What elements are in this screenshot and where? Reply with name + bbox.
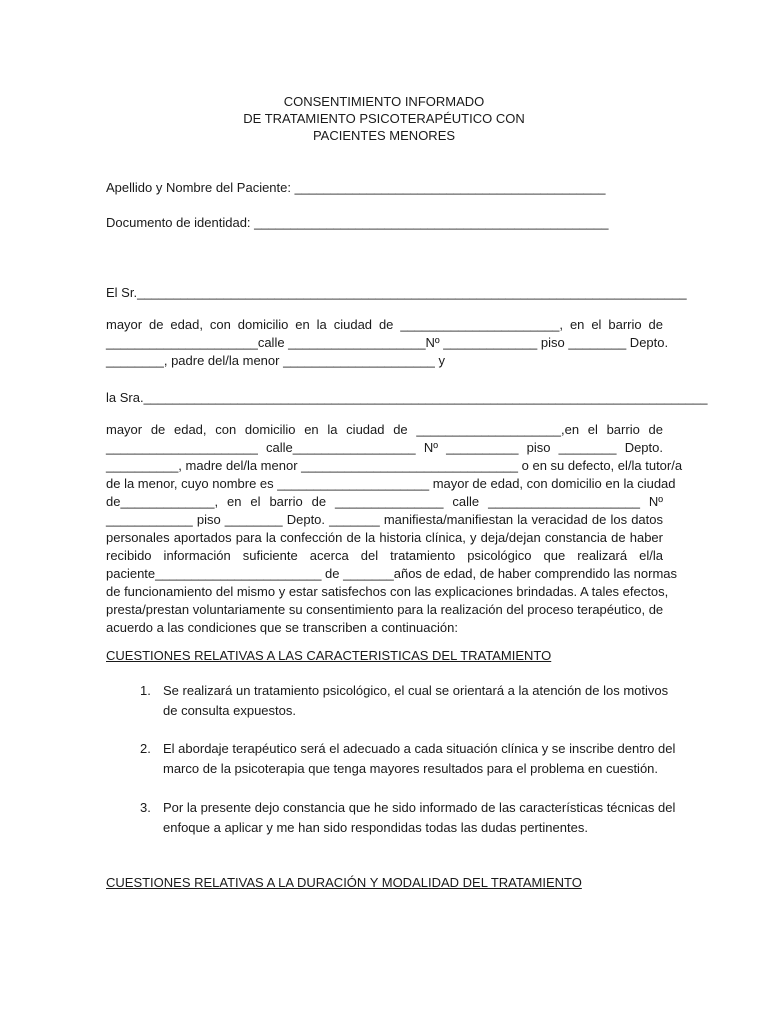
list-item-number: 1. — [140, 683, 151, 698]
mother-line-12: acuerdo a las condiciones que se transcriben a continuación: — [106, 620, 458, 635]
mother-line-10: de funcionamiento del mismo y estar satisfechos con las explicaciones brindadas. A tales efectos, — [106, 584, 669, 599]
section-heading-duration: CUESTIONES RELATIVAS A LA DURACIÓN Y MODALIDAD DEL TRATAMIENTO — [106, 875, 582, 890]
mother-line-1: mayor de edad, con domicilio en la ciudad de ____________________,en el barrio de — [106, 422, 663, 437]
list-item-line: El abordaje terapéutico será el adecuado a cada situación clínica y se inscribe dentro del — [163, 741, 676, 756]
patient-name-field: Apellido y Nombre del Paciente: ___________________________________________ — [106, 180, 606, 195]
document-title — [0, 93, 768, 144]
mother-line-9: paciente_______________________ de _______años de edad, de haber comprendido las normas — [106, 566, 678, 581]
mother-line-8: recibido información suficiente acerca del tratamiento psicológico que realizará el/la — [106, 548, 663, 563]
list-item-number: 3. — [140, 800, 151, 815]
section-heading-characteristics: CUESTIONES RELATIVAS A LAS CARACTERISTICAS DEL TRATAMIENTO — [106, 648, 552, 663]
mother-line-4: de la menor, cuyo nombre es _____________________ mayor de edad, con domicilio en la ciudad — [106, 476, 676, 491]
mother-line-3: __________, madre del/la menor ______________________________ o en su defecto, el/la tutor/a — [106, 458, 683, 473]
list-item-line: Por la presente dejo constancia que he sido informado de las características técnicas del — [163, 800, 676, 815]
mother-line-5: de_____________, en el barrio de _______________ calle _____________________ Nº — [106, 494, 663, 509]
mother-line-11: presta/prestan voluntariamente su consentimiento para la realización del proceso terapéutico, de — [106, 602, 664, 617]
title-line-2: DE TRATAMIENTO PSICOTERAPÉUTICO CON — [243, 111, 525, 126]
list-item-line: Se realizará un tratamiento psicológico, el cual se orientará a la atención de los motivos — [163, 683, 669, 698]
mother-name-line: la Sra.______________________________________________________________________________ — [106, 390, 708, 405]
father-name-line: El Sr.____________________________________________________________________________ — [106, 285, 687, 300]
list-item-line: de consulta expuestos. — [163, 703, 296, 718]
father-line-1: mayor de edad, con domicilio en la ciudad de ______________________, en el barrio de — [106, 317, 663, 332]
list-item-line: enfoque a aplicar y me han sido respondidas todas las dudas pertinentes. — [163, 820, 588, 835]
mother-line-7: personales aportados para la confección de la historia clínica, y deja/dejan constancia de haber — [106, 530, 663, 545]
mother-line-6: ____________ piso ________ Depto. _______ manifiesta/manifiestan la veracidad de los datos — [106, 512, 663, 527]
title-line-3: PACIENTES MENORES — [312, 128, 456, 143]
mother-line-2: _____________________ calle_________________ Nº __________ piso ________ Depto. — [106, 440, 663, 455]
list-item-number: 2. — [140, 741, 151, 756]
list-item-line: marco de la psicoterapia que tenga mayores resultados para el problema en cuestión. — [163, 761, 659, 776]
father-paragraph — [106, 316, 669, 370]
title-line-1: CONSENTIMIENTO INFORMADO — [283, 94, 485, 109]
id-document-field: Documento de identidad: _________________________________________________ — [106, 215, 609, 230]
mother-paragraph — [106, 421, 683, 637]
father-line-2: _____________________calle ___________________Nº _____________ piso ________ Depto. — [106, 335, 669, 350]
father-line-3: ________, padre del/la menor _____________________ y — [106, 353, 446, 368]
